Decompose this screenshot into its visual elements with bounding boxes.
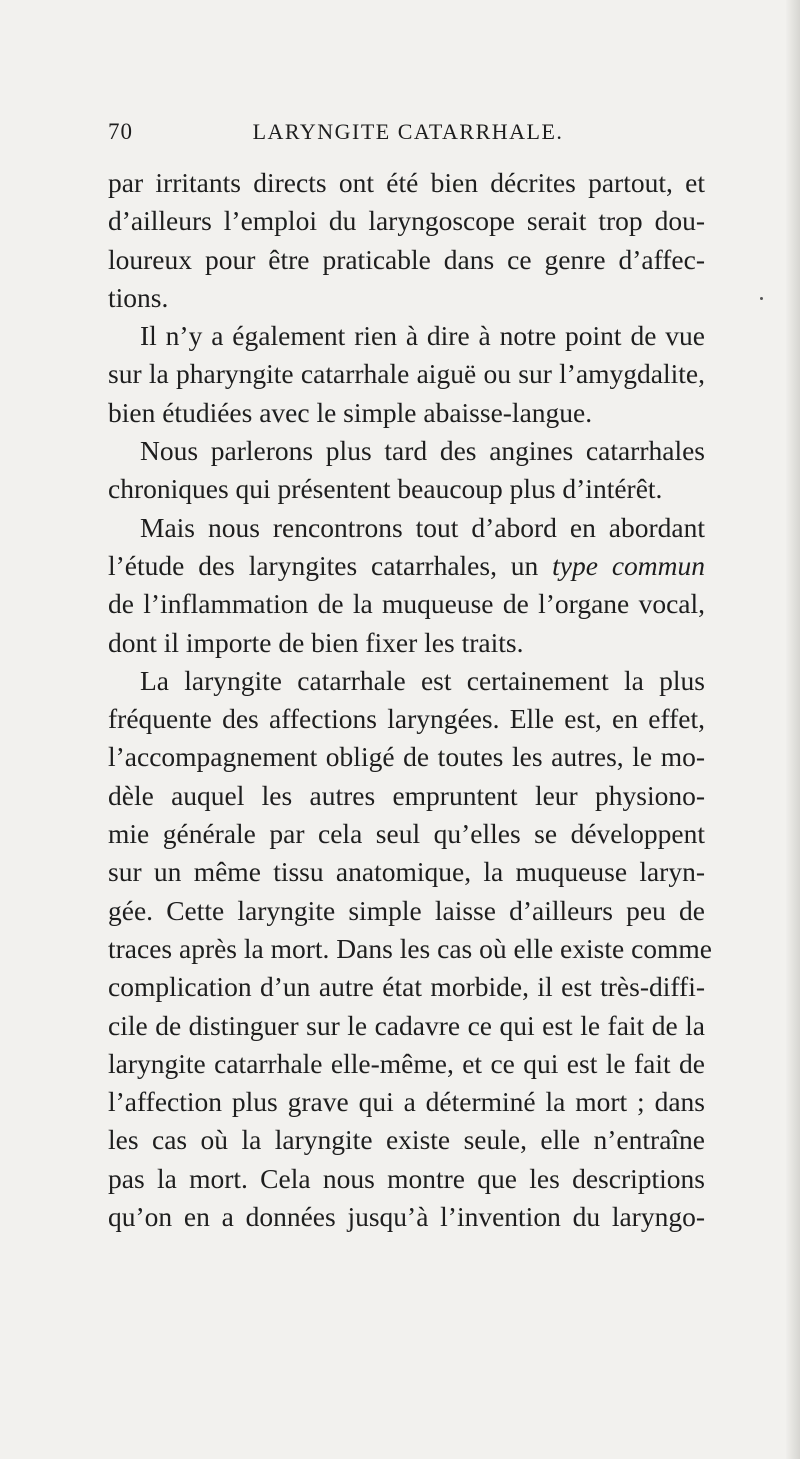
text-line: Nous parlerons plus tard des angines catarrhales [140,435,705,467]
text-line: cile de distinguer sur le cadavre ce qui est le fait de la [108,1009,705,1041]
text-line: traces après la mort. Dans les cas où elle existe comme [108,932,713,964]
text-line: chroniques qui présentent beaucoup plus d’intérêt. [108,473,663,505]
text-line: Il n’y a également rien à dire à notre point de vue [140,320,705,352]
body-text [108,164,713,1236]
emphasized-term: type commun [552,549,706,581]
text-line: qu’on en a données jusqu’à l’invention du laryngo- [108,1201,705,1233]
text-line: bien étudiées avec le simple abaisse-langue. [108,396,593,428]
text-line: gée. Cette laryngite simple laisse d’ailleurs peu de [108,894,705,926]
text-line [108,547,705,585]
text-line: les cas où la laryngite existe seule, elle n’entraîne [108,1124,705,1156]
text-line: de l’inflammation de la muqueuse de l’organe vocal, [108,588,705,620]
text-line: tions. [108,281,169,313]
running-title: LARYNGITE CATARRHALE. [252,119,564,144]
text-line: mie générale par cela seul qu’elles se développent [108,818,705,850]
text-line: l’affection plus grave qui a déterminé la mort ; dans [108,1086,705,1118]
text-line: complication d’un autre état morbide, il est très-diffi- [108,971,705,1003]
text-line: Mais nous rencontrons tout d’abord en abordant [140,511,705,543]
text-line: fréquente des affections laryngées. Elle est, en effet, [108,703,705,735]
text-line: loureux pour être praticable dans ce genre d’affec- [108,243,705,275]
page-edge-shadow [786,0,800,1459]
text-line: dèle auquel les autres empruntent leur physiono- [108,779,705,811]
paper-speck [760,297,763,300]
text-line: par irritants directs ont été bien décrites partout, et [108,167,705,198]
text-line: laryngite catarrhale elle-même, et ce qui est le fait de [108,1047,705,1079]
text-line: pas la mort. Cela nous montre que les descriptions [108,1162,705,1194]
text-line: l’accompagnement obligé de toutes les autres, le mo- [108,741,705,773]
text-line: La laryngite catarrhale est certainement la plus [140,664,705,696]
text-segment: l’étude des laryngites catarrhales, un [108,549,553,581]
text-line: sur la pharyngite catarrhale aiguë ou sur l’amygdalite, [108,358,705,390]
page-header [108,114,708,150]
text-line: sur un même tissu anatomique, la muqueuse laryn- [108,856,705,888]
text-line: d’ailleurs l’emploi du laryngoscope serait trop dou- [108,205,705,237]
text-line: dont il importe de bien fixer les traits. [108,626,524,658]
page-number: 70 [108,119,133,144]
